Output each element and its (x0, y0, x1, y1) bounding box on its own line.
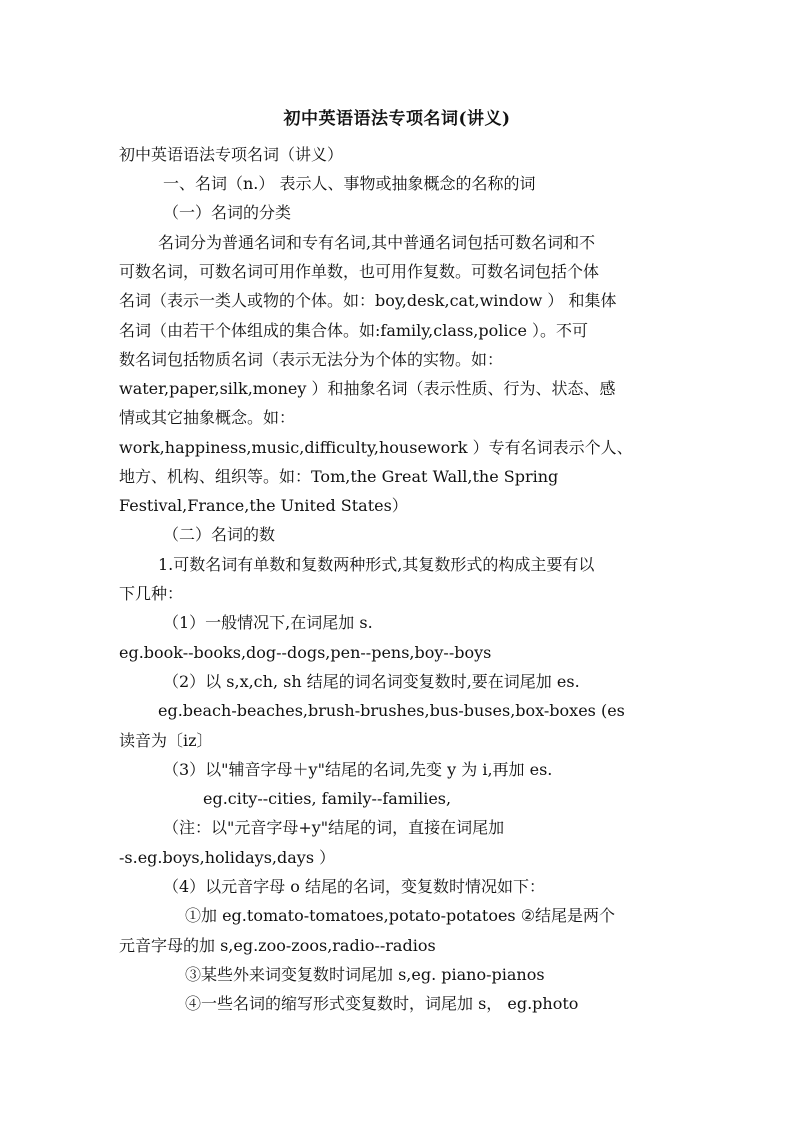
paragraph-line: 名词分为普通名词和专有名词,其中普通名词包括可数名词和不 (158, 233, 596, 252)
document-title: 初中英语语法专项名词(讲义) (283, 109, 511, 129)
paragraph-line: 读音为〔iz〕 (119, 731, 213, 750)
example-line: eg.city--cities, family--families, (203, 789, 452, 808)
rule-line: （1）一般情况下,在词尾加 s. (163, 613, 373, 632)
paragraph-line: 情或其它抽象概念。如： (119, 408, 296, 427)
paragraph-line: 数名词包括物质名词（表示无法分为个体的实物。如： (119, 350, 504, 369)
subtitle-line: 初中英语语法专项名词（讲义） (119, 145, 344, 164)
paragraph-line: work,happiness,music,difficulty,housework ）专有名词表示个人、 (119, 438, 633, 457)
paragraph-line: water,paper,silk,money ）和抽象名词（表示性质、行为、状态、感 (119, 379, 616, 398)
rule-line: （4）以元音字母 o 结尾的名词，变复数时情况如下： (163, 877, 545, 896)
example-line: -s.eg.boys,holidays,days ） (119, 848, 336, 867)
paragraph-line: 1.可数名词有单数和复数两种形式,其复数形式的构成主要有以 (158, 555, 595, 574)
paragraph-line: 可数名词，可数名词可用作单数，也可用作复数。可数名词包括个体 (119, 262, 600, 281)
paragraph-line: Festival,France,the United States） (119, 496, 408, 515)
paragraph-line: 下几种： (119, 584, 184, 603)
note-line: （注：以"元音字母+y"结尾的词，直接在词尾加 (163, 818, 505, 837)
rule-line: （2）以 s,x,ch, sh 结尾的词名词变复数时,要在词尾加 es. (163, 672, 580, 691)
example-line: 元音字母的加 s,eg.zoo-zoos,radio--radios (119, 936, 436, 955)
paragraph-line: 名词（表示一类人或物的个体。如：boy,desk,cat,window ） 和集体 (119, 291, 617, 310)
subsection-heading-number: （二）名词的数 (163, 525, 276, 544)
paragraph-line: 地方、机构、组织等。如：Tom,the Great Wall,the Spring (119, 467, 559, 486)
subsection-heading-classification: （一）名词的分类 (163, 203, 292, 222)
rule-item-line: ④一些名词的缩写形式变复数时，词尾加 s， eg.photo (185, 994, 579, 1013)
example-line: eg.book--books,dog--dogs,pen--pens,boy--boys (119, 643, 492, 662)
rule-line: （3）以"辅音字母＋y"结尾的名词,先变 y 为 i,再加 es. (163, 760, 553, 779)
section-heading-noun: 一、名词（n.） 表示人、事物或抽象概念的名称的词 (163, 174, 536, 193)
paragraph-line: 名词（由若干个体组成的集合体。如:family,class,police ）。不可 (119, 321, 589, 340)
rule-item-line: ①加 eg.tomato-tomatoes,potato-potatoes ②结尾是两个 (185, 906, 616, 925)
rule-item-line: ③某些外来词变复数时词尾加 s,eg. piano-pianos (185, 965, 545, 984)
example-line: eg.beach-beaches,brush-brushes,bus-buses,box-boxes (es (158, 701, 625, 720)
